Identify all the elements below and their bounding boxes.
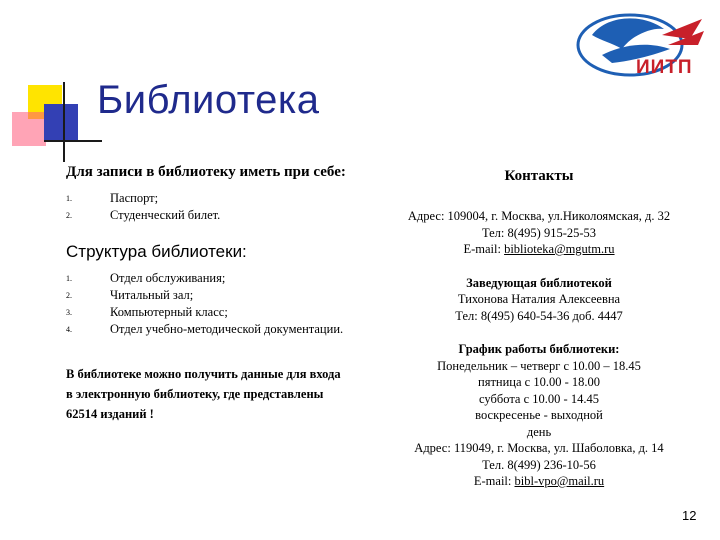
schedule-line: пятница с 10.00 - 18.00: [478, 375, 600, 389]
head-librarian-block: [380, 275, 698, 325]
email-line: E-mail: biblioteka@mgutm.ru: [463, 242, 615, 256]
email-link[interactable]: biblioteka@mgutm.ru: [504, 242, 615, 256]
heading-documents: Для записи в библиотеку иметь при себе:: [66, 164, 346, 180]
decor-blue-square: [44, 104, 78, 140]
schedule-block: [380, 341, 698, 490]
list-item: 2. Студенческий билет.: [66, 208, 221, 222]
address-line-2: Адрес: 119049, г. Москва, ул. Шаболовка, д. 14: [414, 441, 664, 455]
contacts-heading: Контакты: [504, 168, 574, 184]
logo-text: ИИТП: [636, 57, 693, 78]
structure-list: [66, 270, 356, 338]
head-title: Заведующая библиотекой: [466, 275, 612, 290]
contacts-column: [380, 160, 698, 490]
email-line-2: E-mail: bibl-vpo@mail.ru: [473, 474, 605, 488]
documents-list: [66, 190, 356, 224]
decor-vertical-line: [63, 82, 65, 162]
decor-red-square: [12, 112, 46, 146]
heading-structure: Структура библиотеки:: [66, 242, 247, 261]
page-title: Библиотека: [97, 78, 320, 122]
left-column: [66, 160, 356, 424]
phone-line-2: Тел. 8(499) 236-10-56: [482, 457, 596, 472]
schedule-line: воскресенье - выходной: [475, 408, 603, 422]
decor-horizontal-line: [44, 140, 102, 142]
list-item: 3. Компьютерный класс;: [66, 305, 228, 319]
address-line: Адрес: 109004, г. Москва, ул.Николоямская, д. 32: [407, 209, 671, 223]
schedule-line: суббота с 10.00 - 14.45: [479, 391, 599, 406]
schedule-line: день: [526, 424, 552, 439]
email-link-2[interactable]: bibl-vpo@mail.ru: [514, 474, 605, 488]
e-library-note: В библиотеке можно получить данные для входа в электронную библиотеку, где представлены 62514 изданий !: [66, 367, 341, 421]
list-item: 2. Читальный зал;: [66, 288, 194, 302]
page-number: 12: [682, 508, 697, 523]
head-name: Тихонова Наталия Алексеевна: [457, 292, 621, 306]
list-item: 1. Отдел обслуживания;: [66, 271, 226, 285]
schedule-line: Понедельник – четверг с 10.00 – 18.45: [437, 358, 641, 373]
list-item: 4. Отдел учебно-методической документации.: [66, 322, 344, 336]
main-address-block: [380, 208, 698, 258]
phone-line: Тел: 8(495) 915-25-53: [481, 225, 597, 240]
head-phone: Тел: 8(495) 640-54-36 доб. 4447: [455, 308, 623, 323]
list-item: 1. Паспорт;: [66, 191, 159, 205]
schedule-title: График работы библиотеки:: [458, 342, 620, 356]
